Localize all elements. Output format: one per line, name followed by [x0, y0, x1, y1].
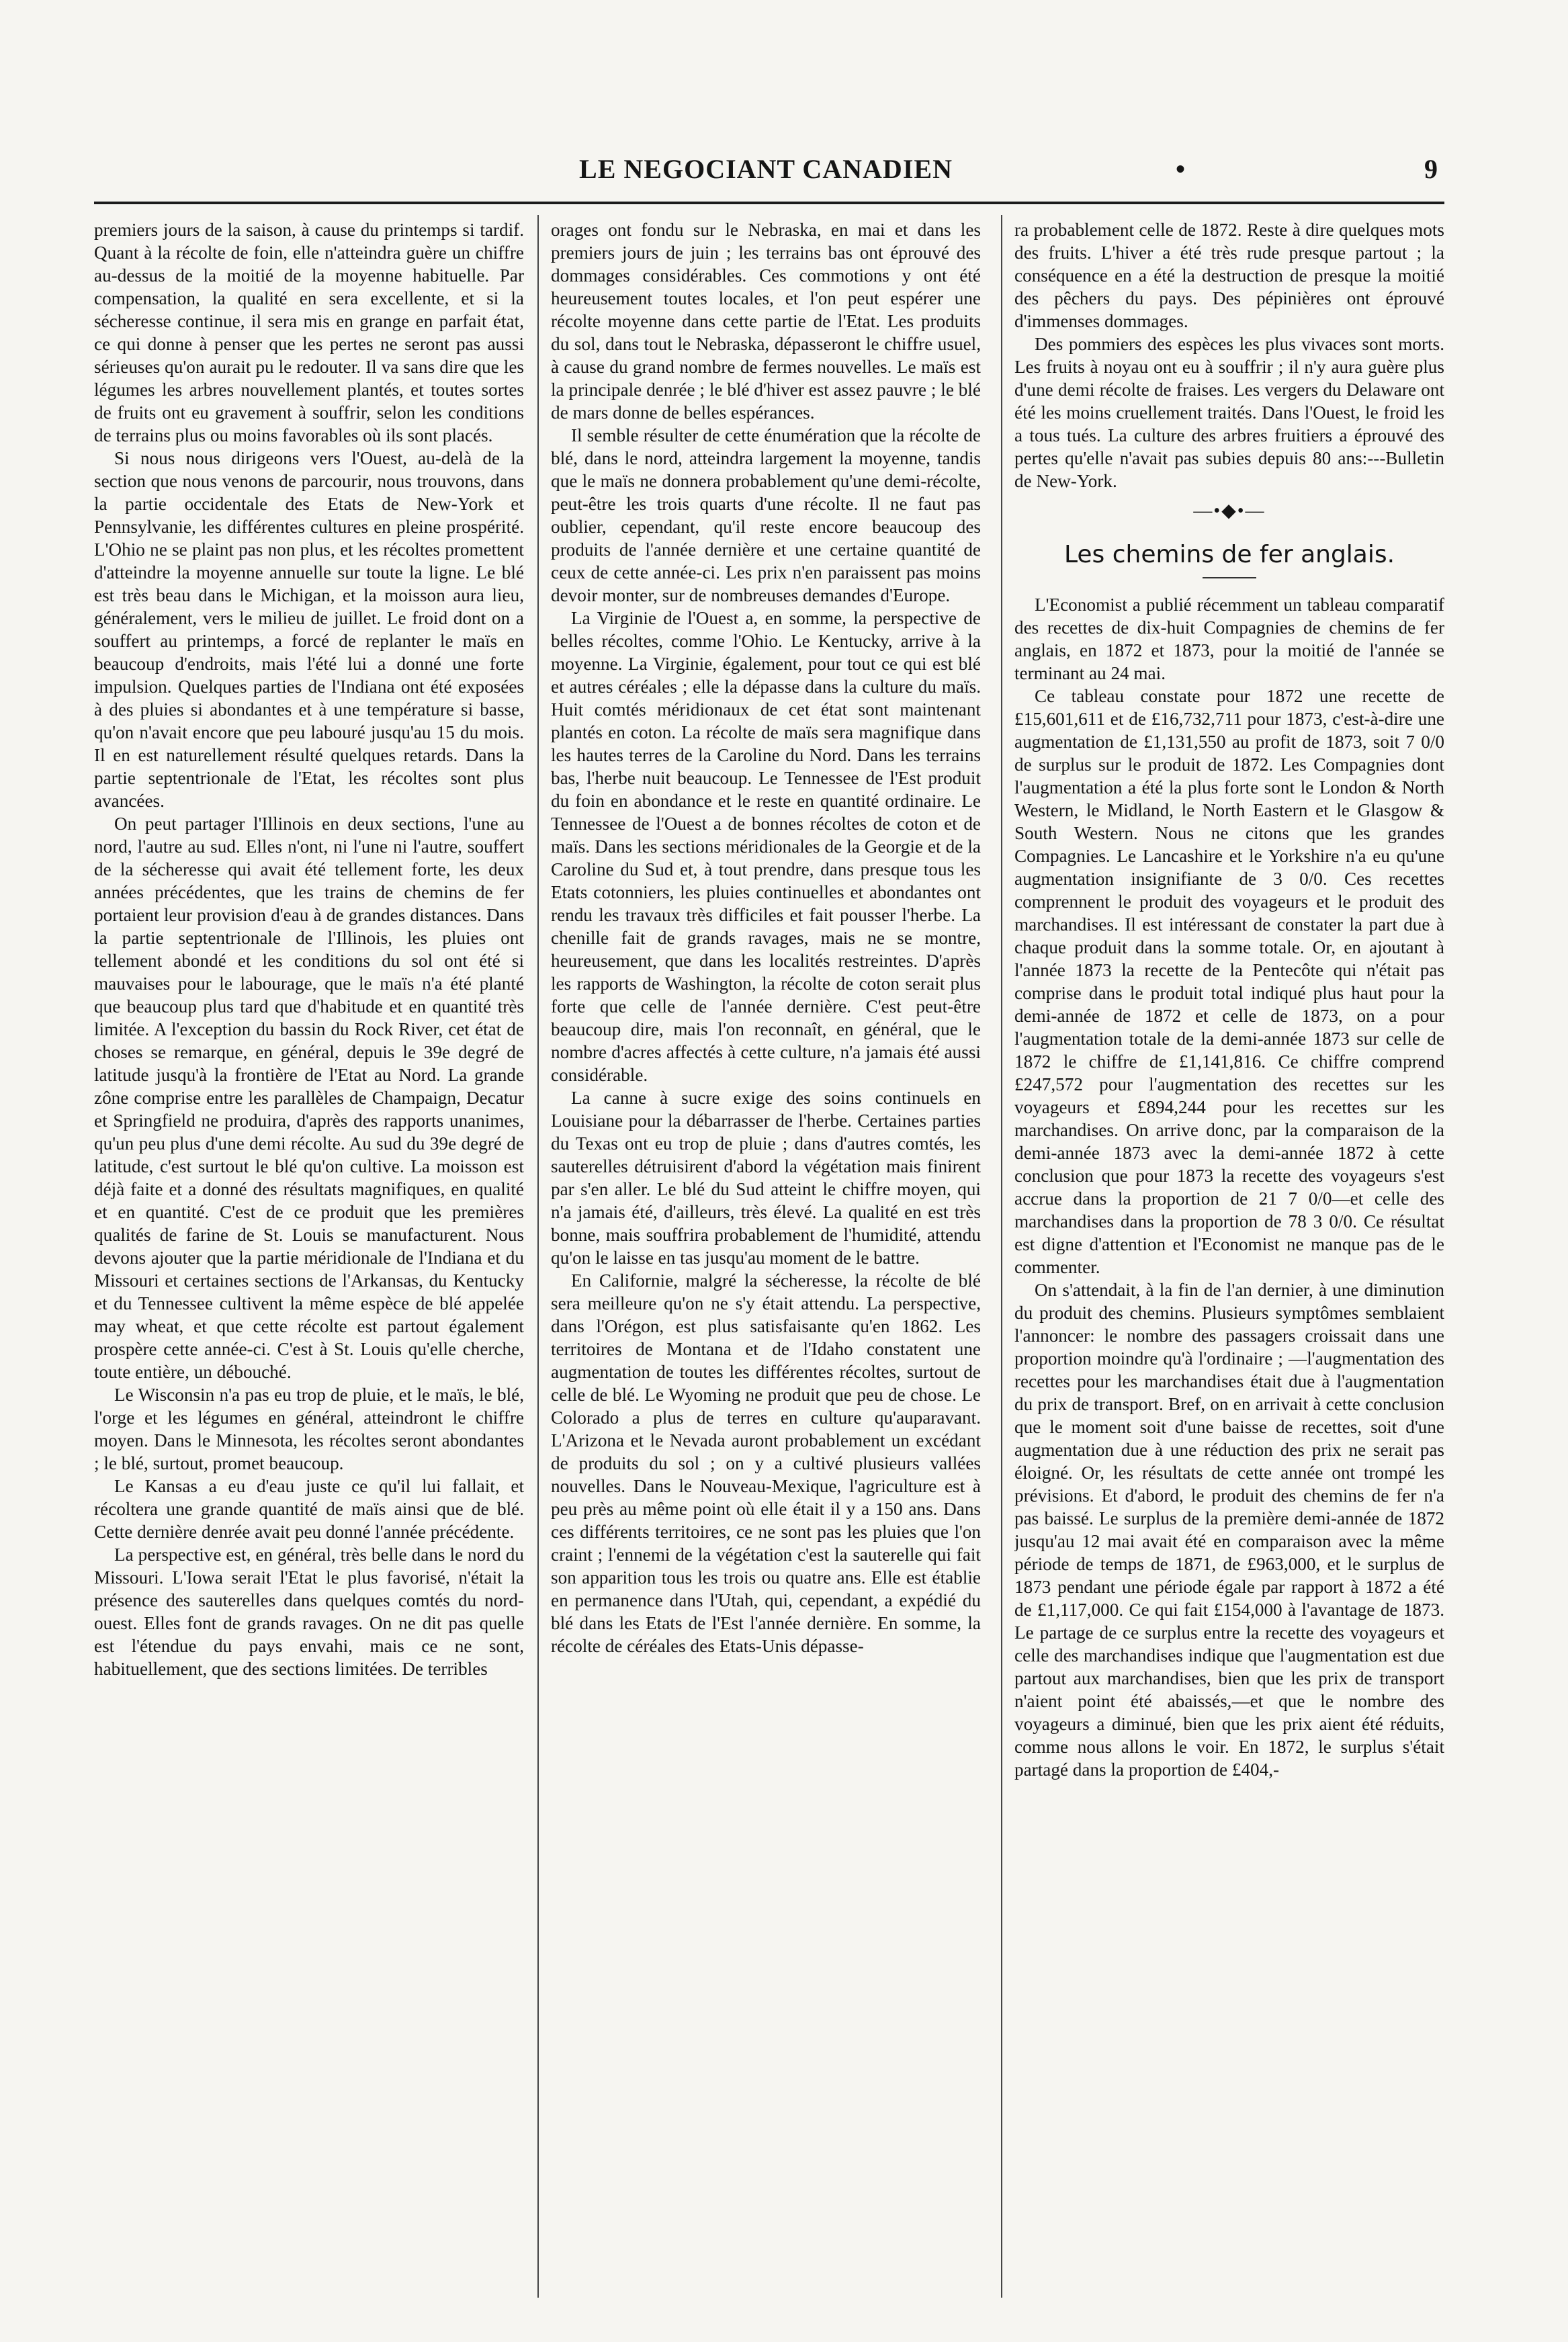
- paragraph: ra probablement celle de 1872. Reste à dire quelques mots des fruits. L'hiver a été très rude presque partout ; la conséquence en a été la destruction de presque la moitié des pêchers du pays. Des pépinières ont éprouvé d'immenses dommages.: [1014, 220, 1444, 331]
- page-number: 9: [1424, 154, 1438, 184]
- section-heading: Les chemins de fer anglais.: [1063, 541, 1395, 568]
- paragraph: Le Kansas a eu d'eau juste ce qu'il lui fallait, et récoltera une grande quantité de maïs ainsi que de blé. Cette dernière denrée avait peu donné l'année précédente.: [94, 1476, 524, 1542]
- paragraph: En Californie, malgré la sécheresse, la récolte de blé sera meilleure qu'on ne s'y était attendu. La perspective, dans l'Orégon, est plus satisfaisante qu'en 1862. Les territoires de Montana et de l'Idaho constatent une augmentation de toutes les différentes récoltes, surtout de celle de blé. Le Wyoming ne produit que peu de chose. Le Colorado a plus de terres en culture qu'auparavant. L'Arizona et le Nevada auront probablement un excédant de produits du sol ; on y a cultivé plusieurs vallées nouvelles. Dans le Nouveau-Mexique, l'agriculture est à peu près au même point où elle était il y a 150 ans. Dans ces différents territoires, ce ne sont pas les pluies que l'on craint ; l'ennemi de la végétation c'est la sauterelle qui fait son apparition tous les trois ou quatre ans. Elle est établie en permanence dans l'Utah, qui, cependant, a expédié du blé dans les Etats de l'Est l'année dernière. En somme, la récolte de céréales des Etats-Unis dépasse-: [551, 1270, 981, 1656]
- paragraph: premiers jours de la saison, à cause du printemps si tardif. Quant à la récolte de foin, elle n'atteindra guère un chiffre au-dessus de la moitié de la moyenne habituelle. Par compensation, la qualité en sera excellente, et si la sécheresse continue, il sera mis en grange en parfait état, ce qui donne à penser que les pertes ne seront pas aussi sérieuses qu'on aurait pu le redouter. Il va sans dire que les légumes les arbres nouvellement plantés, et toutes sortes de fruits ont eu gravement à souffrir, selon les conditions de terrains plus ou moins favorables où ils sont placés.: [94, 220, 524, 445]
- paragraph: La perspective est, en général, très belle dans le nord du Missouri. L'Iowa serait l'Etat le plus favorisé, n'était la présence des sauterelles dans quelques comtés du nord-ouest. Elles font de grands ravages. On ne dit pas quelle est l'étendue du pays envahi, mais ce ne sont, habituellement, que des sections limitées. De terribles: [94, 1545, 524, 1679]
- section-ornament: —•◆•—: [1193, 501, 1266, 521]
- column-divider: [537, 215, 539, 2298]
- paragraph: La Virginie de l'Ouest a, en somme, la perspective de belles récoltes, comme l'Ohio. Le Kentucky, arrive à la moyenne. La Virginie, également, pour tout ce qui est blé et autres céréales ; elle la dépasse dans la culture du maïs. Huit comtés méridionaux de cet état sont maintenant plantés en coton. La récolte de maïs sera magnifique dans les hautes terres de la Caroline du Nord. Dans les terrains bas, l'herbe nuit beaucoup. Le Tennessee de l'Est produit du foin en abondance et le reste en quantité ordinaire. Le Tennessee de l'Ouest a de bonnes récoltes de coton et de maïs. Dans les sections méridionales de la Georgie et de la Caroline du Sud et, à tout prendre, dans presque tous les Etats cotonniers, les pluies continuelles et abondantes ont rendu les travaux très difficiles et fait pousser l'herbe. La chenille fait de grands ravages, mais ne se montre, heureusement, que dans les localités restreintes. D'après les rapports de Washington, la récolte de coton serait plus forte que celle de l'année dernière. C'est peut-être beaucoup dire, mais l'on reconnaît, en général, que le nombre d'acres affectés à cette culture, n'a jamais été aussi considérable.: [551, 608, 981, 1085]
- heading-rule: [1203, 577, 1256, 578]
- paragraph: Des pommiers des espèces les plus vivaces sont morts. Les fruits à noyau ont eu à souffrir ; il n'y aura guère plus d'une demi récolte de fraises. Les vergers du Delaware ont été les moins cruellement traités. Dans l'Ouest, le froid les a tous tués. La culture des arbres fruitiers a éprouvé des pertes qu'elle n'avait pas subies depuis 80 ans:---Bulletin de New-York.: [1014, 334, 1444, 491]
- paragraph: Si nous nous dirigeons vers l'Ouest, au-delà de la section que nous venons de parcourir, nous trouvons, dans la partie occidentale des Etats de New-York et Pennsylvanie, les différentes cultures en pleine prospérité. L'Ohio ne se plaint pas non plus, et les récoltes promettent d'atteindre la moyenne annuelle sur toute la ligne. Le blé est très beau dans le Michigan, et la moisson aura lieu, généralement, vers le milieu de juillet. Le froid dont on a souffert au printemps, a forcé de replanter le maïs en beaucoup d'endroits, mais l'été lui a donné une forte impulsion. Quelques parties de l'Indiana ont été exposées à des pluies si abondantes et à une température si basse, qu'on n'avait encore que peu labouré jusqu'au 15 du mois. Il en est naturellement résulté quelques retards. Dans la partie septentrionale de l'Etat, les récoltes sont plus avancées.: [94, 448, 524, 811]
- column-divider: [1001, 215, 1002, 2298]
- paragraph: orages ont fondu sur le Nebraska, en mai et dans les premiers jours de juin ; les terrains bas ont éprouvé des dommages considérables. Ces commotions y ont été heureusement toutes locales, et l'on peut espérer une récolte moyenne dans cette partie de l'Etat. Les produits du sol, dans tout le Nebraska, dépasseront le chiffre usuel, à cause du grand nombre de fermes nouvelles. Le maïs est la principale denrée ; le blé d'hiver est assez pauvre ; le blé de mars donne de belles espérances.: [551, 220, 981, 423]
- paragraph: Il semble résulter de cette énumération que la récolte de blé, dans le nord, atteindra largement la moyenne, tandis que le maïs ne donnera probablement qu'une demi-récolte, peut-être les trois quarts d'une récolte. Il ne faut pas oublier, cependant, qu'il reste encore beaucoup des produits de l'année dernière et une certaine quantité de ceux de cette année-ci. Les prix n'en paraissent pas moins devoir monter, sur de nombreuses demandes d'Europe.: [551, 425, 981, 605]
- paragraph: Ce tableau constate pour 1872 une recette de £15,601,611 et de £16,732,711 pour 1873, c'est-à-dire une augmentation de £1,131,550 au profit de 1873, soit 7 0/0 de surplus sur le produit de 1872. Les Compagnies dont l'augmentation a été la plus forte sont le London & North Western, le Midland, le North Eastern et le Glasgow & South Western. Nous ne citons que les grandes Compagnies. Le Lancashire et le Yorkshire n'a eu qu'une augmentation insignifiante de 3 0/0. Ces recettes comprennent le produit des voyageurs et le produit des marchandises. Il est intéressant de constater la part due à chaque produit dans la somme totale. Or, en ajoutant à l'année 1873 la recette de la Pentecôte qui n'était pas comprise dans le produit total indiqué plus haut pour la demi-année de 1872 et celle de 1873, on a pour l'augmentation totale de la demi-année 1873 sur celle de 1872 le chiffre de £1,141,816. Ce chiffre comprend £247,572 pour l'augmentation des recettes sur les voyageurs et £894,244 pour les recettes sur les marchandises. On arrive donc, par la comparaison de la demi-année 1873 avec la demi-année 1872 à cette conclusion que pour 1873 la recette des voyageurs s'est accrue dans la proportion de 21 7 0/0—et celle des marchandises dans la proportion de 78 3 0/0. Ce résultat est digne d'attention et l'Economist ne manque pas de le commenter.: [1014, 686, 1444, 1277]
- masthead-title: LE NEGOCIANT CANADIEN: [579, 154, 953, 184]
- header-rule: [94, 202, 1444, 204]
- paragraph: On s'attendait, à la fin de l'an dernier, à une diminution du produit des chemins. Plusieurs symptômes semblaient l'annoncer: le nombre des passagers croissait dans une proportion moindre qu'à l'ordinaire ; —l'augmentation des recettes pour les marchandises était due à l'augmentation du prix de transport. Bref, on en arrivait à cette conclusion que le moment soit d'une baisse de recettes, soit d'une augmentation due à une réduction des prix ne serait pas éloigné. Or, les résultats de cette année ont trompé les prévisions. Et d'abord, le produit des chemins de fer n'a pas baissé. Le surplus de la première demi-année de 1872 jusqu'au 12 mai avait été en comparaison avec la même période de temps de 1871, de £963,000, et le surplus de 1873 pendant une période égale par rapport à 1872 a été de £1,117,000. Ce qui fait £154,000 à l'avantage de 1873. Le partage de ce surplus entre la recette des voyageurs et celle des marchandises indique que l'augmentation est due partout aux marchandises, bien que les prix de transport n'aient point été abaissés,—et que le nombre des voyageurs a diminué, bien que les prix aient été réduits, comme nous allons le voir. En 1872, le surplus s'était partagé dans la proportion de £404,-: [1014, 1280, 1444, 1780]
- header-separator: •: [1176, 154, 1186, 184]
- column-1: [94, 218, 524, 2301]
- paragraph: Le Wisconsin n'a pas eu trop de pluie, et le maïs, le blé, l'orge et les légumes en général, atteindront le chiffre moyen. Dans le Minnesota, les récoltes seront abondantes ; le blé, surtout, promet beaucoup.: [94, 1385, 524, 1473]
- column-2: [551, 218, 981, 2301]
- paragraph: On peut partager l'Illinois en deux sections, l'une au nord, l'autre au sud. Elles n'ont, ni l'une ni l'autre, souffert de la sécheresse qui avait été tellement forte, les deux années précédentes, que les trains de chemins de fer portaient leur provision d'eau à de grandes distances. Dans la partie septentrionale de l'Illinois, les pluies ont tellement abondé et les conditions du sol ont été si mauvaises pour le labourage, que le maïs n'a été planté que beaucoup plus tard que d'habitude et en quantité très limitée. A l'exception du bassin du Rock River, cet état de choses se remarque, en général, depuis le 39e degré de latitude jusqu'à la frontière de l'Etat au Nord. La grande zône comprise entre les parallèles de Champaign, Decatur et Springfield ne produira, d'après des rapports unanimes, qu'un peu plus d'une demi récolte. Au sud du 39e degré de latitude, c'est surtout le blé qu'on cultive. La moisson est déjà faite et a donné des résultats magnifiques, en qualité et en quantité. C'est de ce produit que les premières qualités de farine de St. Louis se manufacturent. Nous devons ajouter que la partie méridionale de l'Indiana et du Missouri et certaines sections de l'Arkansas, du Kentucky et du Tennessee cultivent la même espèce de blé appelée may wheat, et que cette récolte est partout également prospère cette année-ci. C'est à St. Louis qu'elle cherche, toute entière, un débouché.: [94, 814, 524, 1382]
- paragraph: L'Economist a publié récemment un tableau comparatif des recettes de dix-huit Compagnies de chemins de fer anglais, en 1872 et 1873, pour la moitié de l'année se terminant au 24 mai.: [1014, 595, 1444, 683]
- paragraph: La canne à sucre exige des soins continuels en Louisiane pour la débarrasser de l'herbe. Certaines parties du Texas ont eu trop de pluie ; dans d'autres comtés, les sauterelles détruisirent d'abord la végétation mais finirent par s'en aller. Le blé du Sud atteint le chiffre moyen, qui n'a jamais été, d'ailleurs, très élevé. La qualité en est très bonne, mais souffrira probablement de l'humidité, attendu qu'on le laisse en tas jusqu'au moment de le battre.: [551, 1088, 981, 1268]
- column-3: [1014, 218, 1444, 2301]
- page-header: [94, 153, 1438, 193]
